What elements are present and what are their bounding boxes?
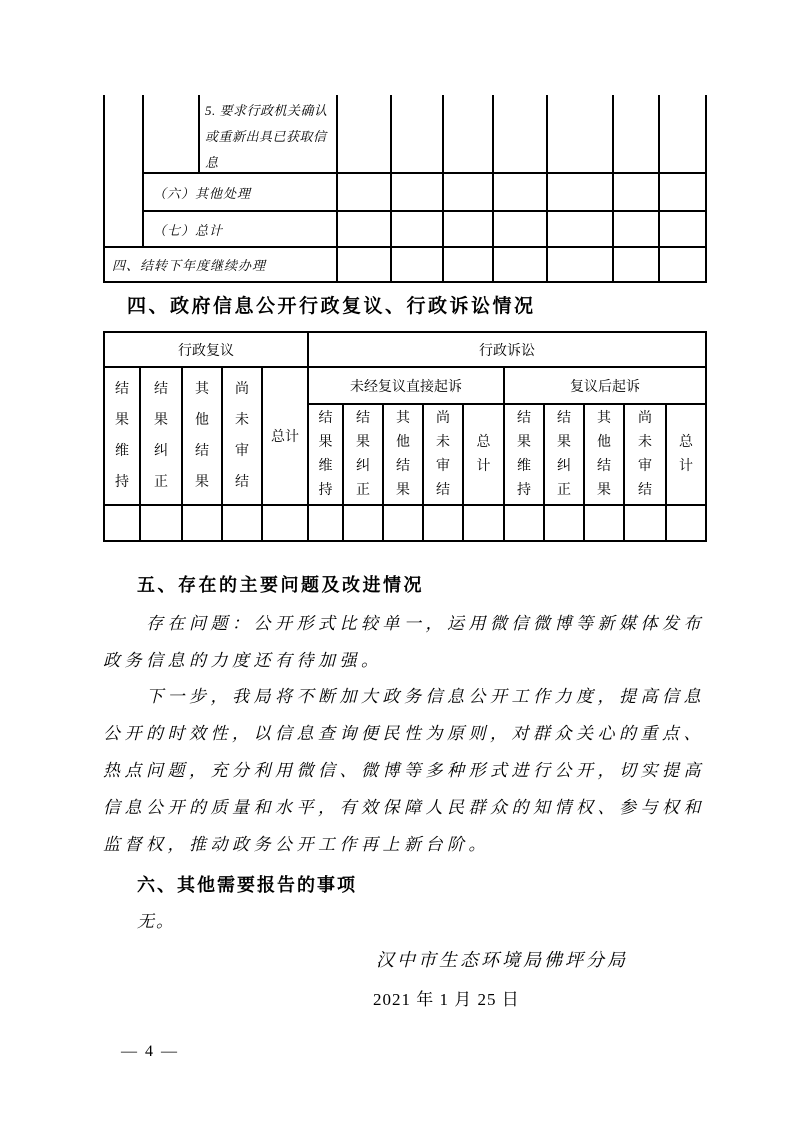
- column-header-corrected: 结果纠正: [545, 405, 585, 506]
- empty-cell: [464, 506, 505, 542]
- row-label-item7: （七）总计: [144, 212, 338, 248]
- empty-cell: [494, 95, 548, 174]
- empty-cell: [625, 506, 667, 542]
- empty-cell: [494, 212, 548, 248]
- empty-cell: [614, 95, 660, 174]
- empty-cell: [141, 506, 183, 542]
- empty-cell: [614, 248, 660, 283]
- empty-cell: [660, 174, 707, 212]
- column-header-maintained: 结果维持: [309, 405, 344, 506]
- section4-heading: 四、政府信息公开行政复议、行政诉讼情况: [127, 296, 536, 317]
- empty-cell: [344, 506, 384, 542]
- empty-cell: [667, 506, 707, 542]
- column-header-total: 总计: [667, 405, 707, 506]
- empty-cell: [384, 506, 424, 542]
- empty-cell: [494, 174, 548, 212]
- section5-paragraph-1: 存在问题：公开形式比较单一，运用微信微博等新媒体发布政务信息的力度还有待加强。: [103, 614, 705, 670]
- empty-cell: [585, 506, 625, 542]
- column-header-maintained: 结果维持: [505, 405, 545, 506]
- group-header-reconsideration: 行政复议: [105, 333, 309, 368]
- section6-heading: 六、其他需要报告的事项: [137, 875, 357, 895]
- empty-cell: [424, 506, 464, 542]
- empty-cell: [263, 506, 309, 542]
- column-header-maintained: 结果维持: [105, 368, 141, 506]
- empty-cell: [548, 95, 614, 174]
- empty-cell: [392, 212, 444, 248]
- row-label-carryover: 四、结转下年度继续办理: [105, 248, 338, 283]
- empty-cell: [338, 212, 392, 248]
- empty-cell: [444, 174, 494, 212]
- empty-cell: [144, 95, 200, 174]
- column-header-total: 总计: [263, 368, 309, 506]
- empty-cell: [548, 174, 614, 212]
- column-header-pending: 尚未审结: [424, 405, 464, 506]
- group-header-litigation: 行政诉讼: [309, 333, 707, 368]
- empty-cell: [338, 248, 392, 283]
- column-header-pending: 尚未审结: [625, 405, 667, 506]
- section5-heading: 五、存在的主要问题及改进情况: [137, 575, 424, 595]
- empty-cell: [444, 212, 494, 248]
- empty-cell: [614, 174, 660, 212]
- section6-body: 无。: [137, 912, 175, 931]
- empty-cell: [338, 174, 392, 212]
- application-table-continuation: [103, 95, 707, 283]
- empty-cell: [548, 212, 614, 248]
- empty-cell: [660, 212, 707, 248]
- empty-cell: [392, 95, 444, 174]
- column-header-total: 总计: [464, 405, 505, 506]
- empty-cell: [444, 248, 494, 283]
- empty-cell: [494, 248, 548, 283]
- section5-paragraph-2: 下一步，我局将不断加大政务信息公开工作力度，提高信息公开的时效性，以信息查询便民性为原则，对群众关心的重点、热点问题，充分利用微信、微博等多种形式进行公开，切实提高信息公开的质量和水平，有效保障人民群众的知情权、参与权和监督权，推动政务公开工作再上新台阶。: [103, 687, 705, 854]
- empty-cell: [392, 248, 444, 283]
- empty-cell: [660, 95, 707, 174]
- row-label-item6: （六）其他处理: [144, 174, 338, 212]
- empty-cell: [392, 174, 444, 212]
- subgroup-header-direct-suit: 未经复议直接起诉: [309, 368, 505, 405]
- empty-cell: [105, 506, 141, 542]
- row-label-item5: 5. 要求行政机关确认或重新出具已获取信息: [200, 95, 338, 174]
- empty-cell: [105, 95, 144, 248]
- empty-cell: [309, 506, 344, 542]
- empty-cell: [338, 95, 392, 174]
- empty-cell: [660, 248, 707, 283]
- empty-cell: [545, 506, 585, 542]
- column-header-corrected: 结果纠正: [141, 368, 183, 506]
- review-litigation-table: [103, 331, 707, 542]
- empty-cell: [505, 506, 545, 542]
- column-header-corrected: 结果纠正: [344, 405, 384, 506]
- subgroup-header-after-review-suit: 复议后起诉: [505, 368, 707, 405]
- column-header-pending: 尚未审结: [223, 368, 263, 506]
- empty-cell: [183, 506, 223, 542]
- empty-cell: [223, 506, 263, 542]
- empty-cell: [614, 212, 660, 248]
- empty-cell: [444, 95, 494, 174]
- page-number: — 4 —: [121, 1043, 179, 1060]
- column-header-other: 其他结果: [183, 368, 223, 506]
- signature-organization: 汉中市生态环境局佛坪分局: [376, 950, 628, 970]
- empty-cell: [548, 248, 614, 283]
- column-header-other: 其他结果: [585, 405, 625, 506]
- column-header-other: 其他结果: [384, 405, 424, 506]
- signature-date: 2021 年 1 月 25 日: [373, 990, 520, 1009]
